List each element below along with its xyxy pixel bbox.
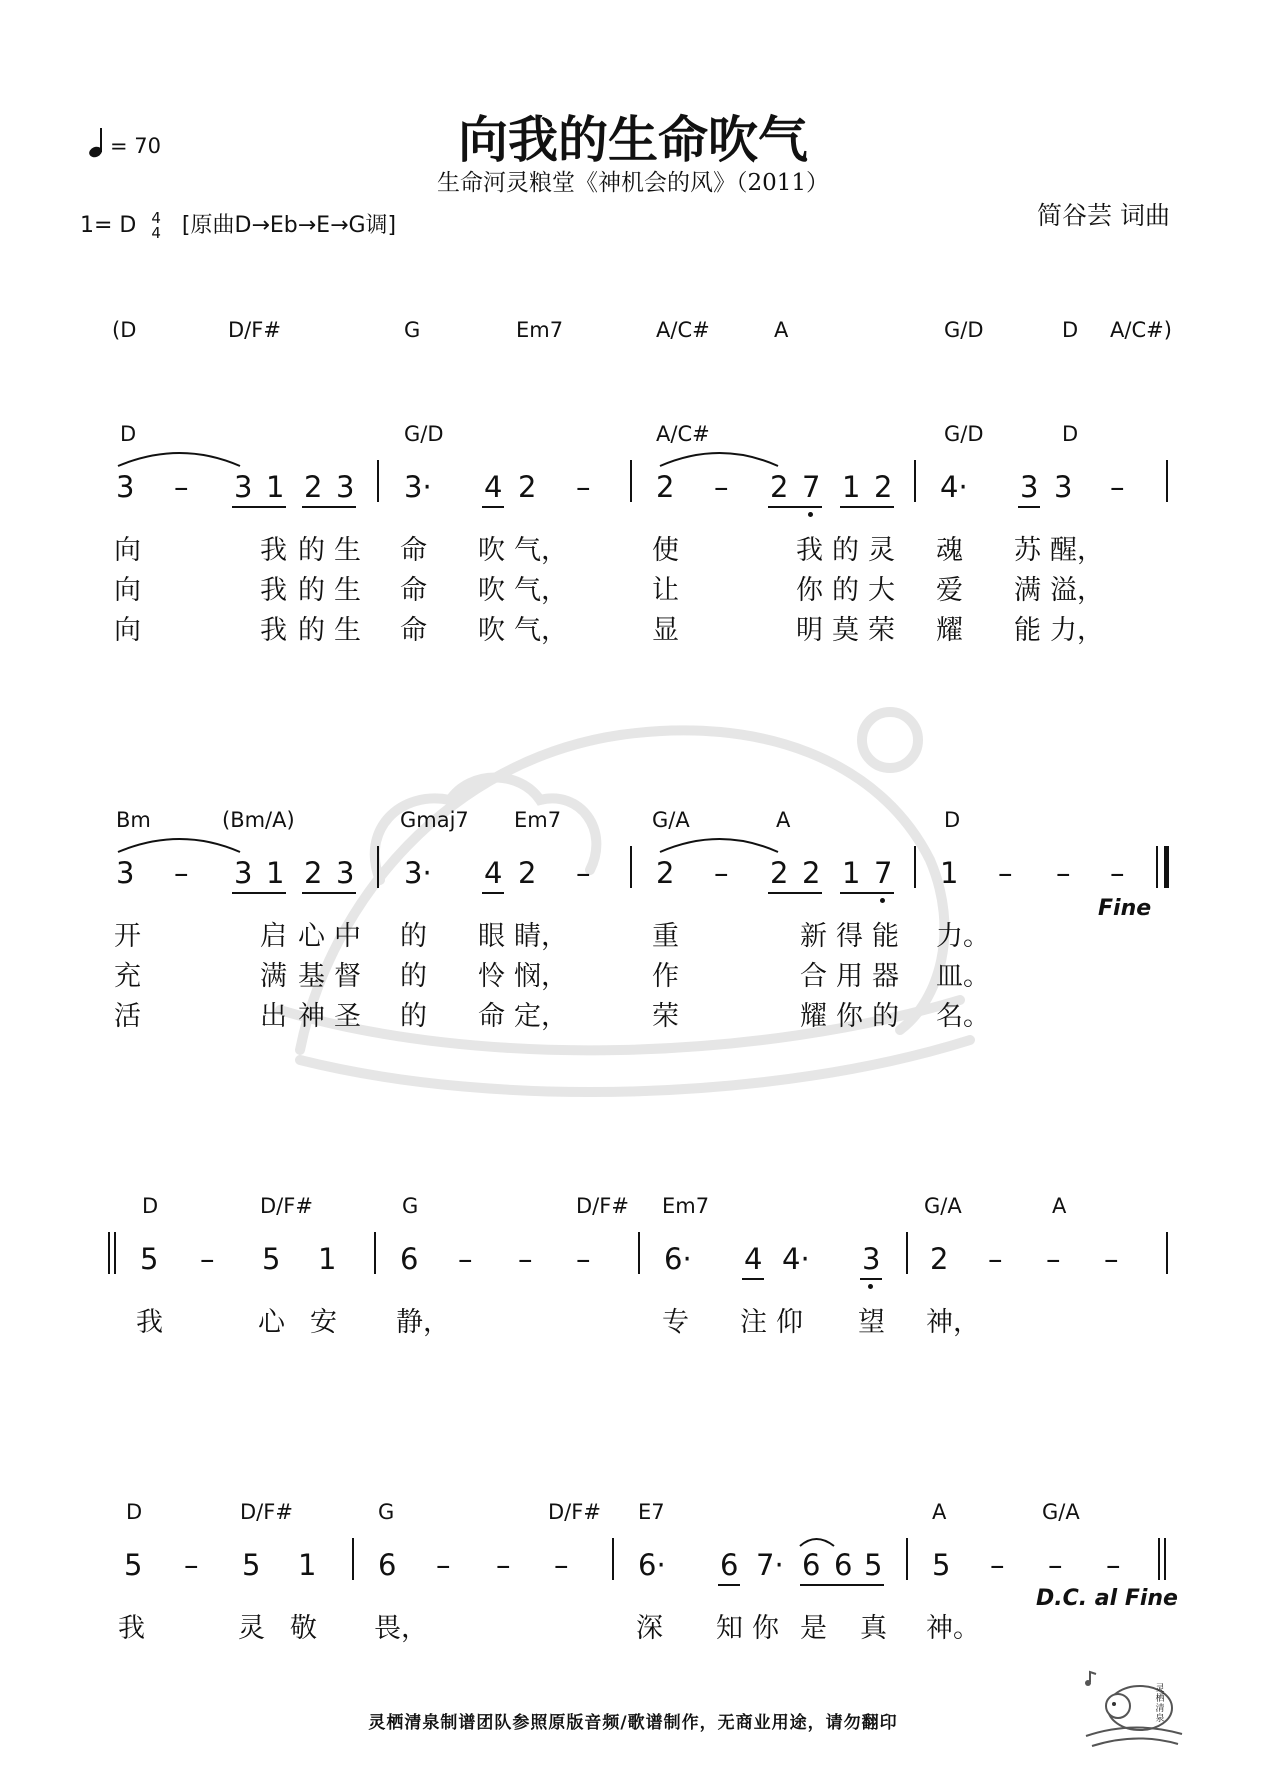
- lyric: 的: [298, 575, 325, 606]
- lyric: 明: [796, 615, 823, 646]
- tempo-value: = 70: [110, 134, 161, 158]
- note: 5: [864, 1548, 883, 1582]
- lyric: 名。: [936, 1001, 990, 1032]
- lyric: 力。: [936, 921, 990, 952]
- note: 1: [318, 1242, 337, 1276]
- chord: G/A: [1042, 1500, 1080, 1524]
- note: –: [1110, 470, 1125, 504]
- note: –: [518, 1242, 533, 1276]
- lyric: 眼: [478, 921, 505, 952]
- lyric: 力，: [1050, 615, 1104, 646]
- lyric: 生: [334, 575, 361, 606]
- lyric: 我: [260, 615, 287, 646]
- intro-chord: G: [404, 318, 421, 342]
- note: 6: [378, 1548, 397, 1582]
- chord: E7: [638, 1500, 665, 1524]
- lyric: 魂: [936, 535, 963, 566]
- note: 6·: [638, 1548, 666, 1582]
- note: 1: [266, 470, 285, 504]
- lyric: 神。: [926, 1613, 980, 1644]
- lyric: 启: [260, 921, 287, 952]
- lyric: 命: [400, 615, 427, 646]
- lyric: 苏: [1014, 535, 1041, 566]
- note: –: [1056, 856, 1071, 890]
- chord: Em7: [514, 808, 562, 832]
- note: 2: [518, 470, 537, 504]
- intro-chord: A/C#): [1110, 318, 1172, 342]
- note: –: [436, 1548, 451, 1582]
- note: 3: [234, 856, 253, 890]
- note: 7: [802, 470, 821, 504]
- chord: D: [1062, 422, 1079, 446]
- lyric: 向: [114, 615, 141, 646]
- lyric: 的: [298, 615, 325, 646]
- song-title: 向我的生命吹气: [458, 111, 808, 169]
- lyric: 的: [400, 921, 427, 952]
- lyric: 我: [260, 575, 287, 606]
- lyric: 的: [400, 961, 427, 992]
- lyric: 使: [652, 535, 679, 566]
- lyric: 的: [832, 535, 859, 566]
- lyric: 我: [136, 1307, 163, 1338]
- chord: Bm: [116, 808, 151, 832]
- lyric: 用: [836, 961, 863, 992]
- note: 5: [242, 1548, 261, 1582]
- lyric: 吹: [478, 615, 505, 646]
- lyric: 心: [258, 1307, 285, 1338]
- composer-credit: 简谷芸 词曲: [1037, 201, 1170, 230]
- chord: G/A: [652, 808, 690, 832]
- note: 2: [770, 470, 789, 504]
- lyric: 仰: [776, 1307, 803, 1338]
- note: –: [990, 1548, 1005, 1582]
- intro-chord: G/D: [944, 318, 984, 342]
- note: –: [174, 470, 189, 504]
- lyric: 基: [298, 961, 325, 992]
- lyric: 望: [858, 1307, 885, 1338]
- lyric: 深: [636, 1613, 663, 1644]
- lyric: 的: [872, 1001, 899, 1032]
- lyric: 灵: [868, 535, 895, 566]
- note: 3: [1020, 470, 1039, 504]
- note: –: [1046, 1242, 1061, 1276]
- lyric: 能: [1014, 615, 1041, 646]
- original-key-note: [原曲D→Eb→E→G调]: [181, 213, 397, 238]
- lyric: 开: [114, 921, 141, 952]
- note: 3: [862, 1242, 881, 1276]
- lyric: 悯，: [514, 961, 568, 992]
- note: 6: [720, 1548, 739, 1582]
- intro-chord: D: [1062, 318, 1079, 342]
- lyric: 你: [752, 1613, 779, 1644]
- chord: D/F#: [240, 1500, 293, 1524]
- key-label: 1= D: [80, 213, 137, 238]
- note: 6: [834, 1548, 853, 1582]
- note: 4·: [940, 470, 968, 504]
- lyric: 合: [800, 961, 827, 992]
- intro-chord: (D: [112, 318, 137, 342]
- lyric: 气，: [514, 615, 568, 646]
- lyric: 吹: [478, 535, 505, 566]
- dc-al-fine-marking: D.C. al Fine: [1036, 1586, 1178, 1611]
- note: –: [576, 1242, 591, 1276]
- lyric: 的: [298, 535, 325, 566]
- note: 1: [298, 1548, 317, 1582]
- lyric: 气，: [514, 575, 568, 606]
- chord: G/D: [944, 422, 984, 446]
- lyric: 显: [652, 615, 679, 646]
- lyric: 定，: [514, 1001, 568, 1032]
- note: 7·: [756, 1548, 784, 1582]
- lyric: 出: [260, 1001, 287, 1032]
- lyric: 满: [260, 961, 287, 992]
- lyric: 满: [1014, 575, 1041, 606]
- note: 1: [842, 470, 861, 504]
- lyric: 的: [400, 1001, 427, 1032]
- lyric: 向: [114, 575, 141, 606]
- lyric: 荣: [652, 1001, 679, 1032]
- note: –: [1110, 856, 1125, 890]
- note: 3: [336, 856, 355, 890]
- lyric: 敬: [290, 1613, 317, 1644]
- note: 4: [744, 1242, 763, 1276]
- lyric: 我: [118, 1613, 145, 1644]
- lyric: 器: [872, 961, 899, 992]
- lyric: 命: [400, 575, 427, 606]
- note: –: [988, 1242, 1003, 1276]
- lyric: 得: [836, 921, 863, 952]
- note: –: [576, 470, 591, 504]
- chord: D: [126, 1500, 143, 1524]
- logo-text: 灵栖清泉: [1155, 1684, 1165, 1724]
- note: –: [1106, 1548, 1121, 1582]
- lyric: 能: [872, 921, 899, 952]
- note: –: [714, 470, 729, 504]
- lyric: 知: [716, 1613, 743, 1644]
- sheep-logo-icon: [1078, 1668, 1188, 1758]
- lyric: 生: [334, 615, 361, 646]
- lyric: 皿。: [936, 961, 990, 992]
- lyric: 督: [334, 961, 361, 992]
- lyric: 活: [114, 1001, 141, 1032]
- lyric: 你: [836, 1001, 863, 1032]
- chord: D/F#: [548, 1500, 601, 1524]
- song-subtitle: 生命河灵粮堂《神机会的风》（2011）: [436, 170, 830, 196]
- note: 3·: [404, 856, 432, 890]
- note: –: [576, 856, 591, 890]
- note: 2: [930, 1242, 949, 1276]
- note: 6: [802, 1548, 821, 1582]
- lyric: 睛，: [514, 921, 568, 952]
- lyric: 重: [652, 921, 679, 952]
- note: –: [1104, 1242, 1119, 1276]
- chord: D/F#: [260, 1194, 313, 1218]
- lyric: 耀: [936, 615, 963, 646]
- note: 3·: [404, 470, 432, 504]
- note: 5: [932, 1548, 951, 1582]
- note: 1: [842, 856, 861, 890]
- note: 3: [1054, 470, 1073, 504]
- note: 6: [400, 1242, 419, 1276]
- note: –: [496, 1548, 511, 1582]
- lyric: 是: [800, 1613, 827, 1644]
- time-top: 4: [151, 209, 161, 227]
- lyric: 向: [114, 535, 141, 566]
- note: 4·: [782, 1242, 810, 1276]
- note: –: [1048, 1548, 1063, 1582]
- note: 1: [266, 856, 285, 890]
- lyric: 大: [868, 575, 895, 606]
- lyric: 醒，: [1050, 535, 1104, 566]
- note: –: [998, 856, 1013, 890]
- note: 3: [234, 470, 253, 504]
- lyric: 新: [800, 921, 827, 952]
- chord: Em7: [662, 1194, 710, 1218]
- lyric: 灵: [238, 1613, 265, 1644]
- note: –: [714, 856, 729, 890]
- lyric: 我: [260, 535, 287, 566]
- lyric: 专: [662, 1307, 689, 1338]
- lyric: 莫: [832, 615, 859, 646]
- lyric: 溢，: [1050, 575, 1104, 606]
- note: 3: [116, 470, 135, 504]
- note: 2: [304, 856, 323, 890]
- lyric: 你: [796, 575, 823, 606]
- chord: G/A: [924, 1194, 962, 1218]
- note: –: [458, 1242, 473, 1276]
- fine-marking: Fine: [1098, 896, 1152, 921]
- lyric: 吹: [478, 575, 505, 606]
- chord: D: [120, 422, 137, 446]
- time-bottom: 4: [151, 224, 161, 242]
- note: 2: [770, 856, 789, 890]
- lyric: 真: [860, 1613, 887, 1644]
- lyric: 畏，: [374, 1613, 428, 1644]
- lyric: 注: [740, 1307, 767, 1338]
- note: 6·: [664, 1242, 692, 1276]
- note: 4: [484, 470, 503, 504]
- lyric: 爱: [936, 575, 963, 606]
- note: 5: [140, 1242, 159, 1276]
- note: 5: [262, 1242, 281, 1276]
- lyric: 命: [478, 1001, 505, 1032]
- lyric: 心: [298, 921, 325, 952]
- intro-chord: A/C#: [656, 318, 710, 342]
- intro-chord: A: [774, 318, 789, 342]
- chord: A/C#: [656, 422, 710, 446]
- intro-chord: D/F#: [228, 318, 281, 342]
- lyric: 神: [298, 1001, 325, 1032]
- lyric: 生: [334, 535, 361, 566]
- note: 3: [116, 856, 135, 890]
- chord: G: [402, 1194, 419, 1218]
- lyric: 充: [114, 961, 141, 992]
- note: –: [554, 1548, 569, 1582]
- lyric: 的: [832, 575, 859, 606]
- note: –: [200, 1242, 215, 1276]
- note: 3: [336, 470, 355, 504]
- note: 2: [802, 856, 821, 890]
- chord: A: [932, 1500, 947, 1524]
- note: 4: [484, 856, 503, 890]
- note: 2: [656, 470, 675, 504]
- lyric: 静，: [396, 1307, 450, 1338]
- chord: G/D: [404, 422, 444, 446]
- lyric: 神，: [926, 1307, 980, 1338]
- note: –: [184, 1548, 199, 1582]
- lyric: 让: [652, 575, 679, 606]
- chord: A: [776, 808, 791, 832]
- note: 2: [874, 470, 893, 504]
- note: 1: [940, 856, 959, 890]
- chord: (Bm/A): [222, 808, 295, 832]
- chord: D/F#: [576, 1194, 629, 1218]
- note: –: [174, 856, 189, 890]
- lyric: 耀: [800, 1001, 827, 1032]
- note: 7: [874, 856, 893, 890]
- lyric: 我: [796, 535, 823, 566]
- lyric: 命: [400, 535, 427, 566]
- chord: Gmaj7: [400, 808, 469, 832]
- chord: A: [1052, 1194, 1067, 1218]
- intro-chord: Em7: [516, 318, 564, 342]
- chord: D: [944, 808, 961, 832]
- lyric: 作: [652, 961, 679, 992]
- lyric: 安: [310, 1307, 337, 1338]
- note: 2: [304, 470, 323, 504]
- note: 5: [124, 1548, 143, 1582]
- note: 2: [656, 856, 675, 890]
- lyric: 圣: [334, 1001, 361, 1032]
- chord: D: [142, 1194, 159, 1218]
- chord: G: [378, 1500, 395, 1524]
- note: 2: [518, 856, 537, 890]
- lyric: 荣: [868, 615, 895, 646]
- lyric: 气，: [514, 535, 568, 566]
- lyric: 中: [334, 921, 361, 952]
- footer-notice: 灵栖清泉制谱团队参照原版音频/歌谱制作，无商业用途，请勿翻印: [368, 1713, 898, 1733]
- lyric: 怜: [478, 961, 505, 992]
